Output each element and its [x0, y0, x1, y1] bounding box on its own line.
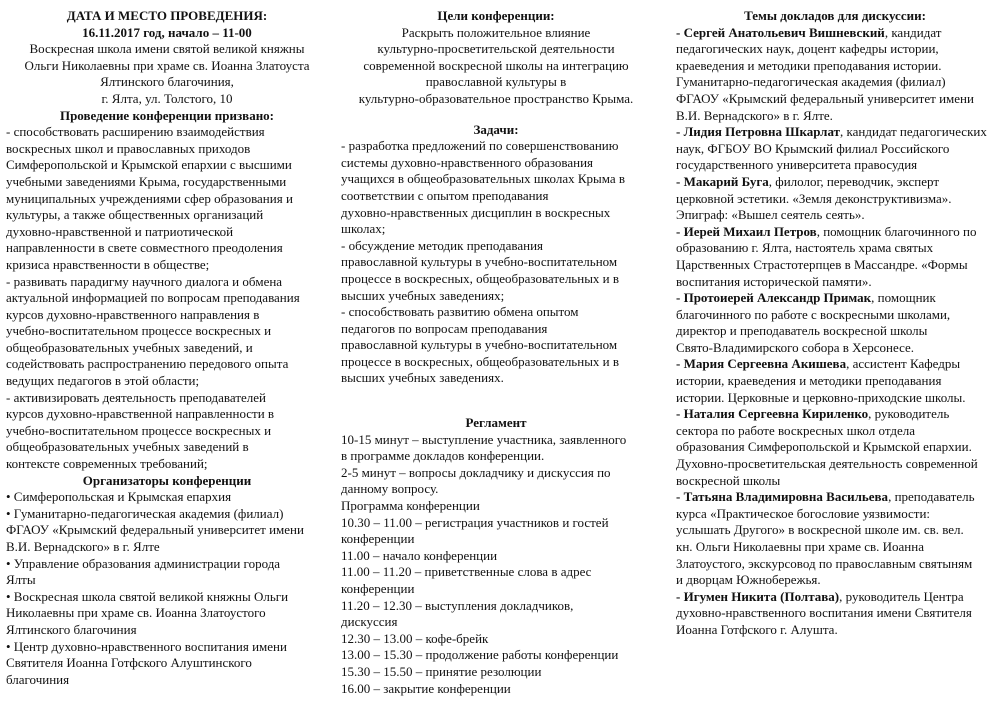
- organizer-line: ФГАОУ «Крымский федеральный университет имени: [6, 522, 304, 538]
- purpose-line: - развивать парадигму научного диалога и обмена: [6, 273, 283, 289]
- purpose-block: [6, 124, 328, 472]
- purpose-line: актуальной информацией по вопросам преподавания: [6, 290, 300, 306]
- speaker-name: - Сергей Анатольевич Вишневский: [676, 24, 885, 40]
- speaker-line: [676, 340, 994, 357]
- goals-line: культурно-просветительской деятельности: [377, 41, 615, 57]
- speaker-line: [676, 605, 994, 622]
- purpose-line: общеобразовательных учебных заведений в: [6, 439, 249, 455]
- speaker-line: [676, 390, 994, 407]
- speaker-text: , кандидат педагогических: [840, 124, 987, 140]
- speaker-text: воспитания исторической памяти».: [676, 273, 872, 289]
- purpose-heading: Проведение конференции призвано:: [59, 107, 275, 123]
- speaker-text: образования Симферопольской и Крымской епархии.: [676, 439, 972, 455]
- goals-line: культурно-образовательное пространство Крыма.: [358, 90, 634, 106]
- reglament-line: данному вопросу.: [341, 481, 439, 497]
- speaker-line: [676, 473, 994, 490]
- speaker-text: воскресной школы: [676, 472, 781, 488]
- speaker-text: Гуманитарно-педагогическая академия (филиал): [676, 74, 946, 90]
- organizers-heading: Организаторы конференции: [82, 472, 252, 488]
- purpose-line: учебными заведениями Крыма, государственными: [6, 173, 287, 189]
- speaker-line: [676, 257, 994, 274]
- program-line: 11.00 – начало конференции: [341, 547, 498, 563]
- speaker-line: [676, 539, 994, 556]
- speaker-text: и дворцам Южнобережья.: [676, 572, 821, 588]
- column-goals: [341, 8, 651, 697]
- speaker-name: - Лидия Петровна Шкарлат: [676, 124, 841, 140]
- speaker-text: , филолог, переводчик, эксперт: [768, 173, 940, 189]
- speaker-text: духовно-нравственного воспитания имени Святителя: [676, 605, 972, 621]
- speaker-line: [676, 572, 994, 589]
- speaker-line: [676, 556, 994, 573]
- tasks-line: - разработка предложений по совершенствованию: [341, 138, 619, 154]
- speaker-text: ФГАОУ «Крымский федеральный университет имени: [676, 90, 974, 106]
- purpose-line: учебно-воспитательном процессе воскресных и: [6, 323, 272, 339]
- organizer-line: • Воскресная школа святой великой княжны Ольги: [6, 588, 289, 604]
- speaker-name: - Игумен Никита (Полтава): [676, 588, 840, 604]
- speaker-line: [676, 622, 994, 639]
- tasks-line: высших учебных заведениях.: [341, 370, 504, 386]
- speaker-line: [676, 522, 994, 539]
- tasks-line: духовно-нравственных дисциплин в воскресных: [341, 204, 611, 220]
- speaker-text: сектора по работе воскресных школ отдела: [676, 422, 915, 438]
- reglament-line: 10-15 минут – выступление участника, заявленного: [341, 431, 627, 447]
- speaker-name: - Мария Сергеевна Акишева: [676, 356, 847, 372]
- program-line: конференции: [341, 581, 415, 596]
- speaker-entry: [676, 224, 994, 290]
- tasks-line: школах;: [341, 221, 386, 237]
- speaker-line: [676, 506, 994, 523]
- tasks-line: православной культуры в учебно-воспитательном: [341, 254, 618, 270]
- speaker-line: [676, 274, 994, 291]
- speaker-line: [676, 406, 994, 423]
- speaker-line: [676, 141, 994, 158]
- speaker-text: Духовно-просветительская деятельность современной: [676, 456, 978, 472]
- speaker-name: - Протоиерей Александр Примак: [676, 290, 872, 306]
- purpose-line: - способствовать расширению взаимодействия: [6, 124, 265, 140]
- purpose-line: кризиса нравственности в обществе;: [6, 256, 210, 272]
- purpose-line: учебно-воспитательном процессе воскресных и: [6, 422, 272, 438]
- organizer-line: • Центр духовно-нравственного воспитания имени: [6, 638, 287, 654]
- speaker-text: , руководитель Центра: [839, 588, 964, 604]
- reglament-line: в программе докладов конференции.: [341, 448, 545, 464]
- purpose-line: муниципальных учреждениями сфер образования и: [6, 190, 293, 206]
- purpose-line: содействовать распространению передового опыта: [6, 356, 289, 372]
- organizer-line: • Гуманитарно-педагогическая академия (филиал): [6, 505, 284, 521]
- speaker-line: [676, 157, 994, 174]
- speaker-entry: [676, 174, 994, 224]
- speaker-entry: [676, 589, 994, 639]
- speaker-text: В.И. Вернадского» в г. Ялте.: [676, 107, 833, 123]
- speaker-line: [676, 456, 994, 473]
- goals-heading: Цели конференции:: [437, 8, 555, 23]
- reglament-heading: Регламент: [465, 415, 527, 431]
- tasks-line: соответствии с опытом преподавания: [341, 187, 549, 203]
- column-topics: [676, 8, 994, 639]
- speaker-line: [676, 356, 994, 373]
- speaker-line: [676, 41, 994, 58]
- speaker-line: [676, 58, 994, 75]
- purpose-line: культуры, а также общественных организаций: [6, 207, 264, 223]
- speaker-text: образованию г. Ялта, настоятель храма святых: [676, 240, 934, 256]
- organizer-line: В.И. Вернадского» в г. Ялте: [6, 539, 160, 554]
- speaker-name: - Иерей Михаил Петров: [676, 223, 817, 239]
- speaker-text: церковной эстетики. «Земля деконструктивизма».: [676, 190, 952, 206]
- goals-line: современной воскресной школы на интеграцию: [363, 57, 629, 73]
- organizer-line: Ялты: [6, 572, 36, 588]
- tasks-line: - обсуждение методик преподавания: [341, 237, 544, 253]
- tasks-line: процессе в воскресных, общеобразовательных и в: [341, 270, 620, 286]
- program-line: 12.30 – 13.00 – кофе-брейк: [341, 630, 489, 646]
- speaker-line: [676, 25, 994, 42]
- goals-line: православной культуры в: [425, 74, 567, 90]
- purpose-line: воскресных школ и православных приходов: [6, 140, 251, 156]
- speaker-line: [676, 423, 994, 440]
- goals-block: [341, 25, 651, 108]
- speaker-text: краеведения и методики преподавания истории.: [676, 57, 942, 73]
- organizer-line: • Симферопольская и Крымская епархия: [6, 489, 232, 505]
- program-line: 15.30 – 15.50 – принятие резолюции: [341, 663, 542, 679]
- speaker-text: , ассистент Кафедры: [846, 356, 961, 372]
- speaker-text: , руководитель: [868, 406, 950, 422]
- speaker-text: Златоустого, экскурсовод по православным святыням: [676, 555, 973, 571]
- organizer-line: • Управление образования администрации города: [6, 555, 281, 571]
- speaker-line: [676, 290, 994, 307]
- tasks-line: педагогов по вопросам преподавания: [341, 320, 548, 336]
- speaker-text: , кандидат: [884, 24, 942, 40]
- organizer-line: Николаевны при храме св. Иоанна Златоустого: [6, 605, 266, 621]
- date-line: 16.11.2017 год, начало – 11-00: [82, 24, 252, 40]
- speaker-line: [676, 323, 994, 340]
- speaker-entry: [676, 25, 994, 125]
- purpose-line: курсов духовно-нравственной направленности в: [6, 406, 275, 422]
- speaker-line: [676, 124, 994, 141]
- speaker-line: [676, 240, 994, 257]
- speaker-text: Свято-Владимирского собора в Херсонесе.: [676, 339, 915, 355]
- date-place-heading: ДАТА И МЕСТО ПРОВЕДЕНИЯ:: [66, 8, 268, 23]
- speaker-entry: [676, 489, 994, 589]
- purpose-line: - активизировать деятельность преподавателей: [6, 389, 266, 405]
- speakers-list: [676, 25, 994, 639]
- speaker-line: [676, 439, 994, 456]
- tasks-heading: Задачи:: [473, 121, 519, 137]
- speaker-text: государственного университета правосудия: [676, 157, 918, 173]
- speaker-text: услышать Другого» в воскресной школе им. св. вел.: [676, 522, 964, 538]
- purpose-line: курсов духовно-нравственного направления в: [6, 306, 260, 322]
- purpose-line: ведущих педагогов в этой области;: [6, 373, 200, 389]
- purpose-line: духовно-нравственной и патриотической: [6, 223, 234, 239]
- program-line: конференции: [341, 531, 415, 547]
- speaker-text: истории, краеведения и методики преподавания: [676, 373, 942, 389]
- tasks-line: системы духовно-нравственного образования: [341, 154, 594, 170]
- tasks-line: - способствовать развитию обмена опытом: [341, 304, 579, 320]
- place-line: Воскресная школа имени святой великой княжны: [29, 41, 305, 57]
- speaker-line: [676, 91, 994, 108]
- goals-line: Раскрыть положительное влияние: [401, 24, 591, 40]
- speaker-line: [676, 307, 994, 324]
- topics-heading: Темы докладов для дискуссии:: [744, 8, 926, 23]
- speaker-text: , помощник: [871, 290, 936, 306]
- speaker-text: педагогических наук, доцент кафедры истории,: [676, 41, 939, 57]
- program-line: 16.00 – закрытие конференции: [341, 680, 511, 696]
- speaker-name: - Наталия Сергеевна Кириленко: [676, 406, 869, 422]
- speaker-line: [676, 191, 994, 208]
- speaker-entry: [676, 290, 994, 356]
- purpose-line: контексте современных требований;: [6, 456, 208, 472]
- place-line: Ольги Николаевны при храме св. Иоанна Златоуста: [24, 57, 310, 73]
- place-line: г. Ялта, ул. Толстого, 10: [101, 90, 233, 106]
- speaker-entry: [676, 124, 994, 174]
- speaker-line: [676, 224, 994, 241]
- speaker-entry: [676, 356, 994, 406]
- speaker-text: , помощник благочинного по: [816, 223, 977, 239]
- purpose-line: общеобразовательных учебных заведений, и: [6, 339, 253, 355]
- program-line: 10.30 – 11.00 – регистрация участников и гостей: [341, 514, 609, 530]
- organizer-line: благочиния: [6, 671, 70, 687]
- speaker-text: наук, ФГБОУ ВО Крымский филиал Российского: [676, 140, 950, 156]
- speaker-entry: [676, 406, 994, 489]
- tasks-line: православной культуры в учебно-воспитательном: [341, 337, 618, 353]
- tasks-line: высших учебных заведениях;: [341, 287, 505, 303]
- organizers-list: [6, 489, 328, 688]
- reglament-block: [341, 432, 651, 698]
- speaker-text: благочинного по работе с воскресными школами,: [676, 306, 951, 322]
- speaker-name: - Татьяна Владимировна Васильева: [676, 489, 889, 505]
- speaker-text: , преподаватель: [888, 489, 975, 505]
- tasks-line: процессе в воскресных, общеобразовательных и в: [341, 353, 620, 369]
- place-block: [6, 41, 328, 107]
- place-line: Ялтинского благочиния,: [100, 74, 234, 90]
- column-date-place: [6, 8, 328, 688]
- speaker-text: Царственных Страстотерпцев в Массандре. «Формы: [676, 256, 968, 272]
- program-line: 11.00 – 11.20 – приветственные слова в адрес: [341, 564, 592, 580]
- speaker-text: истории. Церковные и церковно-приходские школы.: [676, 389, 966, 405]
- speaker-line: [676, 74, 994, 91]
- speaker-text: Эпиграф: «Вышел сеятель сеять».: [676, 207, 865, 223]
- speaker-text: курса «Практическое богословие уязвимости:: [676, 505, 931, 521]
- speaker-line: [676, 589, 994, 606]
- organizer-line: Святителя Иоанна Готфского Алуштинского: [6, 655, 252, 671]
- purpose-line: Симферопольской и Крымской епархии с высшими: [6, 157, 292, 173]
- speaker-line: [676, 373, 994, 390]
- speaker-text: Иоанна Готфского г. Алушта.: [676, 621, 838, 637]
- tasks-line: учащихся в общеобразовательных школах Крыма в: [341, 171, 626, 187]
- program-line: 11.20 – 12.30 – выступления докладчиков,: [341, 597, 574, 613]
- reglament-line: 2-5 минут – вопросы докладчику и дискуссия по: [341, 464, 611, 480]
- organizer-line: Ялтинского благочиния: [6, 621, 137, 637]
- speaker-name: - Макарий Буга: [676, 173, 769, 189]
- program-line: дискуссия: [341, 614, 398, 630]
- speaker-line: [676, 174, 994, 191]
- tasks-block: [341, 138, 651, 387]
- speaker-line: [676, 108, 994, 125]
- purpose-line: направленности в свете совместного преодоления: [6, 240, 283, 256]
- program-heading: Программа конференции: [341, 498, 480, 514]
- speaker-text: директор и преподаватель воскресной школы: [676, 323, 928, 339]
- speaker-text: кн. Ольги Николаевны при храме св. Иоанна: [676, 539, 924, 554]
- speaker-line: [676, 207, 994, 224]
- program-line: 13.00 – 15.30 – продолжение работы конференции: [341, 647, 619, 663]
- speaker-line: [676, 489, 994, 506]
